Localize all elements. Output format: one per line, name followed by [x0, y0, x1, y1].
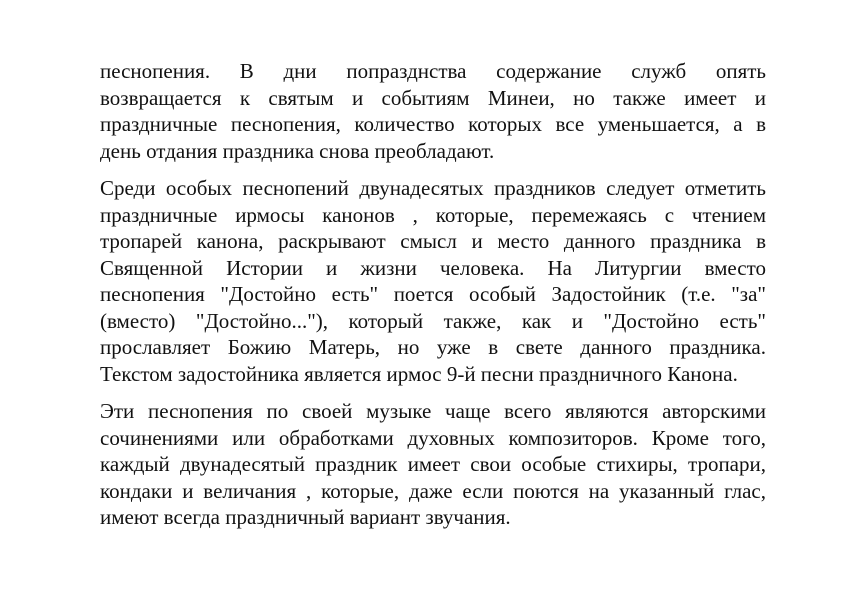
text-line: прославляет Божию Матерь, но уже в свете данного праздника. [100, 335, 766, 359]
document-page [100, 58, 766, 542]
text-line: Среди особых песнопений двунадесятых праздников следует отметить [100, 176, 766, 200]
paragraph-3 [100, 398, 766, 531]
text-line: Священной Истории и жизни человека. На Литургии вместо [100, 255, 766, 280]
text-line: праздничные ирмосы канонов , которые, перемежаясь с чтением [100, 202, 766, 227]
text-line: возвращается к святым и событиям Минеи, но также имеет и [100, 85, 766, 110]
text-line: Текстом задостойника является ирмос 9-й песни праздничного Канона. [100, 361, 738, 386]
text-line: тропарей канона, раскрывают смысл и место данного праздника в [100, 229, 766, 253]
text-line: праздничные песнопения, количество которых все уменьшается, а в [100, 112, 766, 136]
text-line: имеют всегда праздничный вариант звучания. [100, 505, 511, 529]
text-line: Эти песнопения по своей музыке чаще всего являются авторскими [100, 399, 766, 423]
text-line: сочинениями или обработками духовных композиторов. Кроме того, [100, 425, 766, 450]
text-line: каждый двунадесятый праздник имеет свои особые стихиры, тропари, [100, 452, 766, 476]
text-line: песнопения "Достойно есть" поется особый Задостойник (т.е. "за" [100, 282, 766, 306]
paragraph-1 [100, 58, 766, 164]
text-line: (вместо) "Достойно..."), который также, как и "Достойно есть" [100, 308, 766, 333]
text-line: кондаки и величания , которые, даже если поются на указанный глас, [100, 478, 766, 503]
text-line: день отдания праздника снова преобладают. [100, 138, 495, 163]
paragraph-2 [100, 175, 766, 387]
text-line: песнопения. В дни попразднства содержание служб опять [100, 59, 766, 83]
